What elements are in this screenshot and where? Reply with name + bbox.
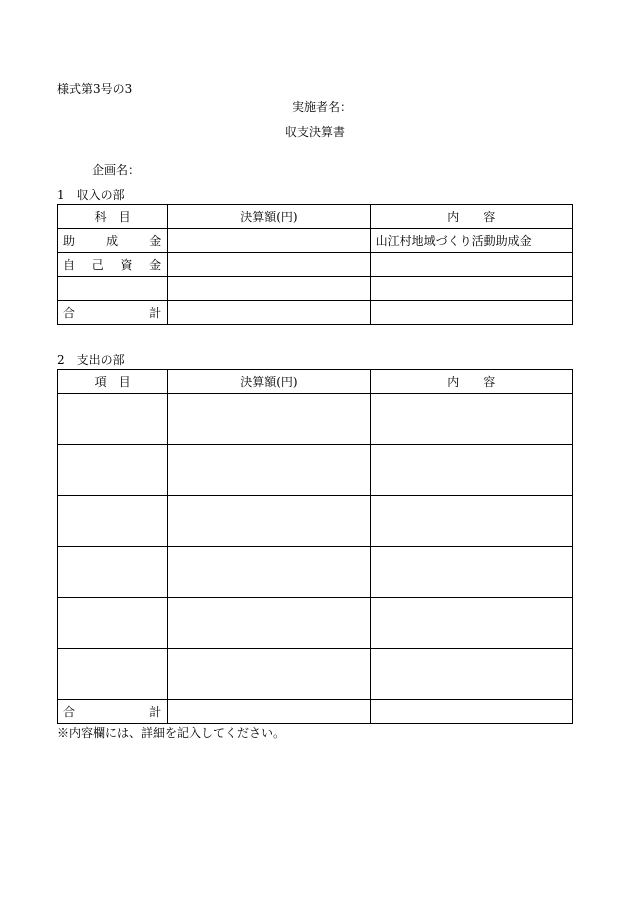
income-item-cell <box>58 253 168 277</box>
table-row <box>58 253 573 277</box>
income-item-label: 助 成 金 <box>63 233 162 248</box>
expense-amount-cell[interactable] <box>168 496 370 547</box>
income-content-cell[interactable] <box>370 277 572 301</box>
expense-amount-cell[interactable] <box>168 547 370 598</box>
expense-table <box>57 369 573 724</box>
income-item-cell[interactable] <box>58 277 168 301</box>
expense-content-cell[interactable] <box>370 649 572 700</box>
income-section-title: 1 収入の部 <box>57 188 125 202</box>
expense-total-content-cell[interactable] <box>370 700 572 724</box>
income-total-row <box>58 301 573 325</box>
table-row <box>58 547 573 598</box>
expense-item-cell[interactable] <box>58 394 168 445</box>
expense-item-cell[interactable] <box>58 598 168 649</box>
expense-total-amount-cell[interactable] <box>168 700 370 724</box>
expense-content-cell[interactable] <box>370 394 572 445</box>
income-header-amount: 決算額(円) <box>168 205 370 229</box>
income-total-label: 合 計 <box>63 305 162 320</box>
expense-section-title: 2 支出の部 <box>57 353 125 367</box>
expense-total-row <box>58 700 573 724</box>
table-row <box>58 598 573 649</box>
table-row <box>58 394 573 445</box>
expense-item-cell[interactable] <box>58 496 168 547</box>
expense-header-amount: 決算額(円) <box>168 370 370 394</box>
income-content-cell[interactable] <box>370 253 572 277</box>
table-row <box>58 496 573 547</box>
expense-header-item: 項 目 <box>58 370 168 394</box>
expense-header-row <box>58 370 573 394</box>
expense-content-cell[interactable] <box>370 496 572 547</box>
table-row <box>58 277 573 301</box>
expense-item-cell[interactable] <box>58 445 168 496</box>
expense-amount-cell[interactable] <box>168 598 370 649</box>
table-row <box>58 229 573 253</box>
expense-amount-cell[interactable] <box>168 394 370 445</box>
expense-item-cell[interactable] <box>58 649 168 700</box>
project-label: 企画名： <box>92 163 141 177</box>
income-header-content: 内 容 <box>370 205 572 229</box>
income-content-cell[interactable]: 山江村地域づくり活動助成金 <box>370 229 572 253</box>
table-row <box>58 445 573 496</box>
income-amount-cell[interactable] <box>168 277 370 301</box>
implementer-label: 実施者名： <box>292 100 353 114</box>
expense-item-cell[interactable] <box>58 547 168 598</box>
expense-content-cell[interactable] <box>370 445 572 496</box>
expense-content-cell[interactable] <box>370 547 572 598</box>
income-header-row <box>58 205 573 229</box>
expense-header-content: 内 容 <box>370 370 572 394</box>
income-total-amount-cell[interactable] <box>168 301 370 325</box>
expense-total-label: 合 計 <box>63 704 162 719</box>
income-table <box>57 204 573 325</box>
income-total-label-cell <box>58 301 168 325</box>
income-total-content-cell[interactable] <box>370 301 572 325</box>
income-amount-cell[interactable] <box>168 253 370 277</box>
form-number: 様式第3号の3 <box>57 82 133 96</box>
income-amount-cell[interactable] <box>168 229 370 253</box>
expense-amount-cell[interactable] <box>168 649 370 700</box>
expense-content-cell[interactable] <box>370 598 572 649</box>
income-item-label: 自 己 資 金 <box>63 257 162 272</box>
table-row <box>58 649 573 700</box>
income-item-cell <box>58 229 168 253</box>
expense-total-label-cell <box>58 700 168 724</box>
expense-amount-cell[interactable] <box>168 445 370 496</box>
document-title: 収支決算書 <box>285 125 346 139</box>
income-header-item: 科 目 <box>58 205 168 229</box>
footnote: ※内容欄には、詳細を記入してください。 <box>57 726 286 740</box>
